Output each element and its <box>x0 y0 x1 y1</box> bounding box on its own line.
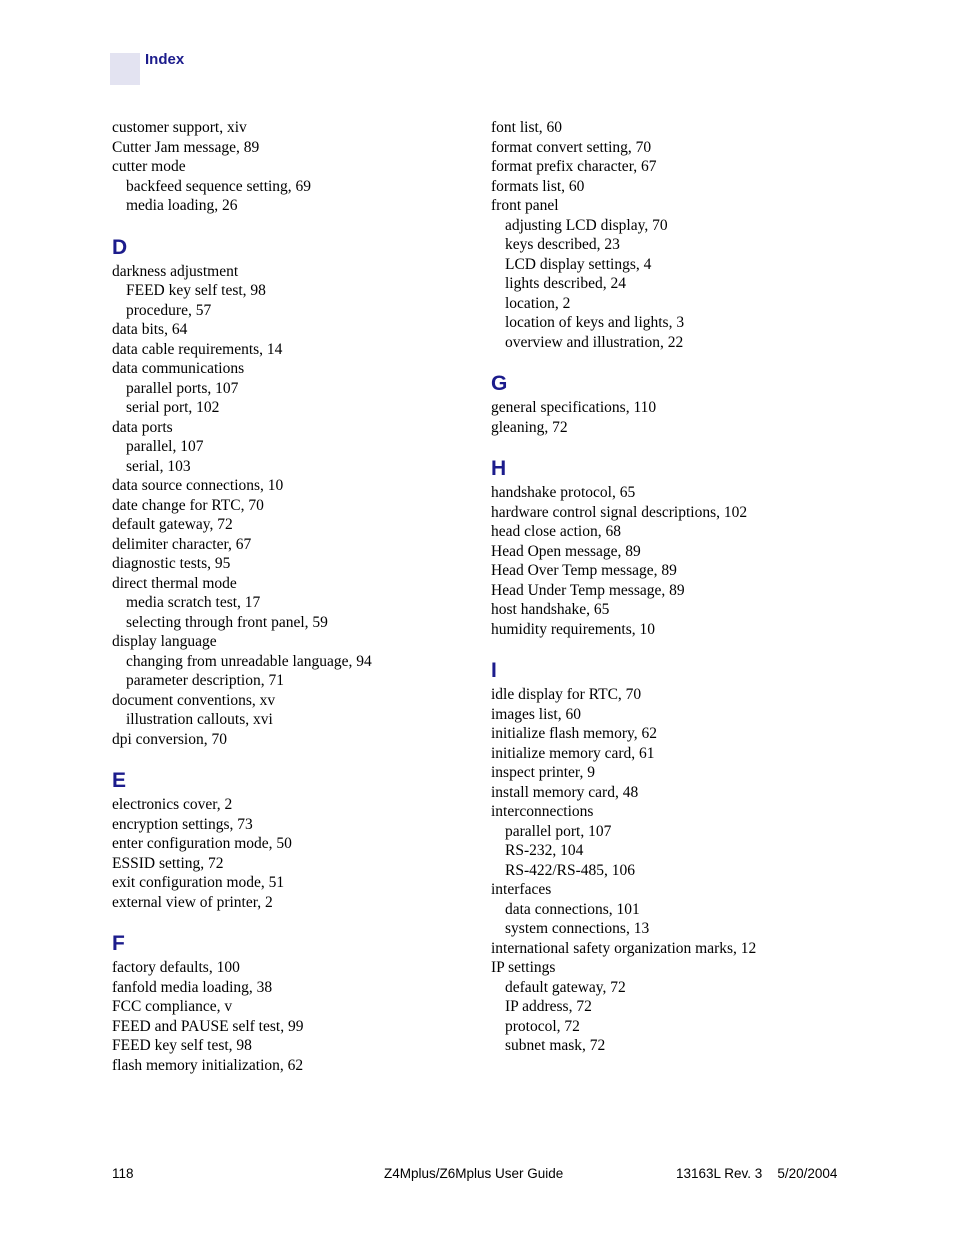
index-entry: front panel <box>491 197 559 214</box>
index-entry: install memory card, 48 <box>491 783 639 801</box>
index-entry: Head Over Temp message, 89 <box>491 562 677 579</box>
index-section-letter: I <box>491 659 497 682</box>
index-entry: Head Open message, 89 <box>491 542 641 560</box>
index-right-column <box>491 118 911 1056</box>
index-entry: direct thermal mode <box>112 574 237 592</box>
index-entry: interconnections <box>491 803 594 820</box>
index-section-letter: D <box>112 235 128 259</box>
index-entry: international safety organization marks, 12 <box>491 939 757 957</box>
index-subentry: subnet mask, 72 <box>505 1037 606 1054</box>
index-entry: FCC compliance, v <box>112 998 233 1015</box>
index-subentry: FEED key self test, 98 <box>126 282 266 299</box>
index-subentry: protocol, 72 <box>505 1017 580 1035</box>
index-subentry: RS-422/RS-485, 106 <box>505 861 636 879</box>
index-subentry: location, 2 <box>505 294 571 312</box>
index-subentry: changing from unreadable language, 94 <box>126 652 372 670</box>
index-entry: delimiter character, 67 <box>112 535 252 553</box>
index-entry: document conventions, xv <box>112 691 276 709</box>
index-entry: format prefix character, 67 <box>491 158 657 175</box>
index-subentry: media scratch test, 17 <box>126 594 261 611</box>
page-section-title: Index <box>145 51 185 68</box>
index-subentry: data connections, 101 <box>505 900 640 918</box>
index-entry: data communications <box>112 360 245 377</box>
index-entry: initialize memory card, 61 <box>491 744 655 762</box>
index-subentry: serial port, 102 <box>126 399 220 416</box>
index-entry: flash memory initialization, 62 <box>112 1056 304 1074</box>
index-entry: IP settings <box>491 959 556 976</box>
index-entry: images list, 60 <box>491 705 581 723</box>
index-subentry: location of keys and lights, 3 <box>505 314 685 331</box>
index-subentry: keys described, 23 <box>505 236 620 253</box>
index-entry: Head Under Temp message, 89 <box>491 581 685 599</box>
index-entry: fanfold media loading, 38 <box>112 978 273 996</box>
index-entry: external view of printer, 2 <box>112 893 273 911</box>
index-subentry: parallel ports, 107 <box>126 379 239 397</box>
index-subentry: serial, 103 <box>126 457 191 475</box>
index-section-letter: G <box>491 372 508 395</box>
index-subentry: LCD display settings, 4 <box>505 255 652 273</box>
index-entry: general specifications, 110 <box>491 399 657 416</box>
index-subentry: lights described, 24 <box>505 275 626 292</box>
index-subentry: backfeed sequence setting, 69 <box>126 177 312 195</box>
index-entry: hardware control signal descriptions, 102 <box>491 503 748 521</box>
index-entry: gleaning, 72 <box>491 418 568 436</box>
index-entry: electronics cover, 2 <box>112 796 233 813</box>
index-entry: initialize flash memory, 62 <box>491 725 658 742</box>
index-subentry: overview and illustration, 22 <box>505 333 684 351</box>
index-entry: format convert setting, 70 <box>491 138 652 156</box>
footer-page-number: 118 <box>112 1166 134 1181</box>
index-entry: FEED and PAUSE self test, 99 <box>112 1017 304 1035</box>
header-tab-block <box>110 53 140 85</box>
index-subentry: adjusting LCD display, 70 <box>505 216 668 234</box>
index-subentry: media loading, 26 <box>126 197 238 214</box>
index-entry: dpi conversion, 70 <box>112 730 227 748</box>
index-subentry: system connections, 13 <box>505 920 650 937</box>
index-entry: handshake protocol, 65 <box>491 484 636 501</box>
index-entry: enter configuration mode, 50 <box>112 835 292 852</box>
index-left-column <box>112 118 472 1075</box>
index-entry: interfaces <box>491 881 552 898</box>
index-entry: formats list, 60 <box>491 177 585 195</box>
index-entry: default gateway, 72 <box>112 516 233 533</box>
index-entry: inspect printer, 9 <box>491 764 595 781</box>
index-entry: darkness adjustment <box>112 262 239 280</box>
index-entry: cutter mode <box>112 158 186 175</box>
footer-revision: 13163L Rev. 3 5/20/2004 <box>676 1166 838 1181</box>
index-subentry: parallel, 107 <box>126 438 204 455</box>
index-entry: Cutter Jam message, 89 <box>112 138 260 156</box>
index-subentry: procedure, 57 <box>126 301 212 319</box>
index-entry: customer support, xiv <box>112 119 247 136</box>
index-entry: head close action, 68 <box>491 523 621 540</box>
index-entry: exit configuration mode, 51 <box>112 874 285 891</box>
index-entry: factory defaults, 100 <box>112 959 240 976</box>
index-entry: FEED key self test, 98 <box>112 1037 252 1054</box>
index-entry: font list, 60 <box>491 119 563 136</box>
index-entry: data ports <box>112 418 173 436</box>
index-entry: encryption settings, 73 <box>112 815 253 833</box>
index-entry: data source connections, 10 <box>112 477 284 494</box>
index-entry: humidity requirements, 10 <box>491 620 656 638</box>
index-entry: host handshake, 65 <box>491 601 610 618</box>
index-entry: data cable requirements, 14 <box>112 340 283 358</box>
index-subentry: parameter description, 71 <box>126 672 284 689</box>
index-entry: ESSID setting, 72 <box>112 854 224 872</box>
index-subentry: selecting through front panel, 59 <box>126 613 328 631</box>
index-section-letter: H <box>491 457 507 480</box>
index-entry: display language <box>112 633 217 650</box>
index-subentry: IP address, 72 <box>505 998 592 1015</box>
index-section-letter: F <box>112 932 125 955</box>
index-section-letter: E <box>112 769 127 792</box>
footer-guide-title: Z4Mplus/Z6Mplus User Guide <box>384 1166 564 1181</box>
index-subentry: illustration callouts, xvi <box>126 711 273 728</box>
index-entry: date change for RTC, 70 <box>112 496 264 514</box>
index-subentry: parallel port, 107 <box>505 822 612 840</box>
index-entry: diagnostic tests, 95 <box>112 555 231 572</box>
index-subentry: default gateway, 72 <box>505 978 626 996</box>
index-entry: data bits, 64 <box>112 321 188 338</box>
index-subentry: RS-232, 104 <box>505 842 584 859</box>
index-entry: idle display for RTC, 70 <box>491 686 642 703</box>
